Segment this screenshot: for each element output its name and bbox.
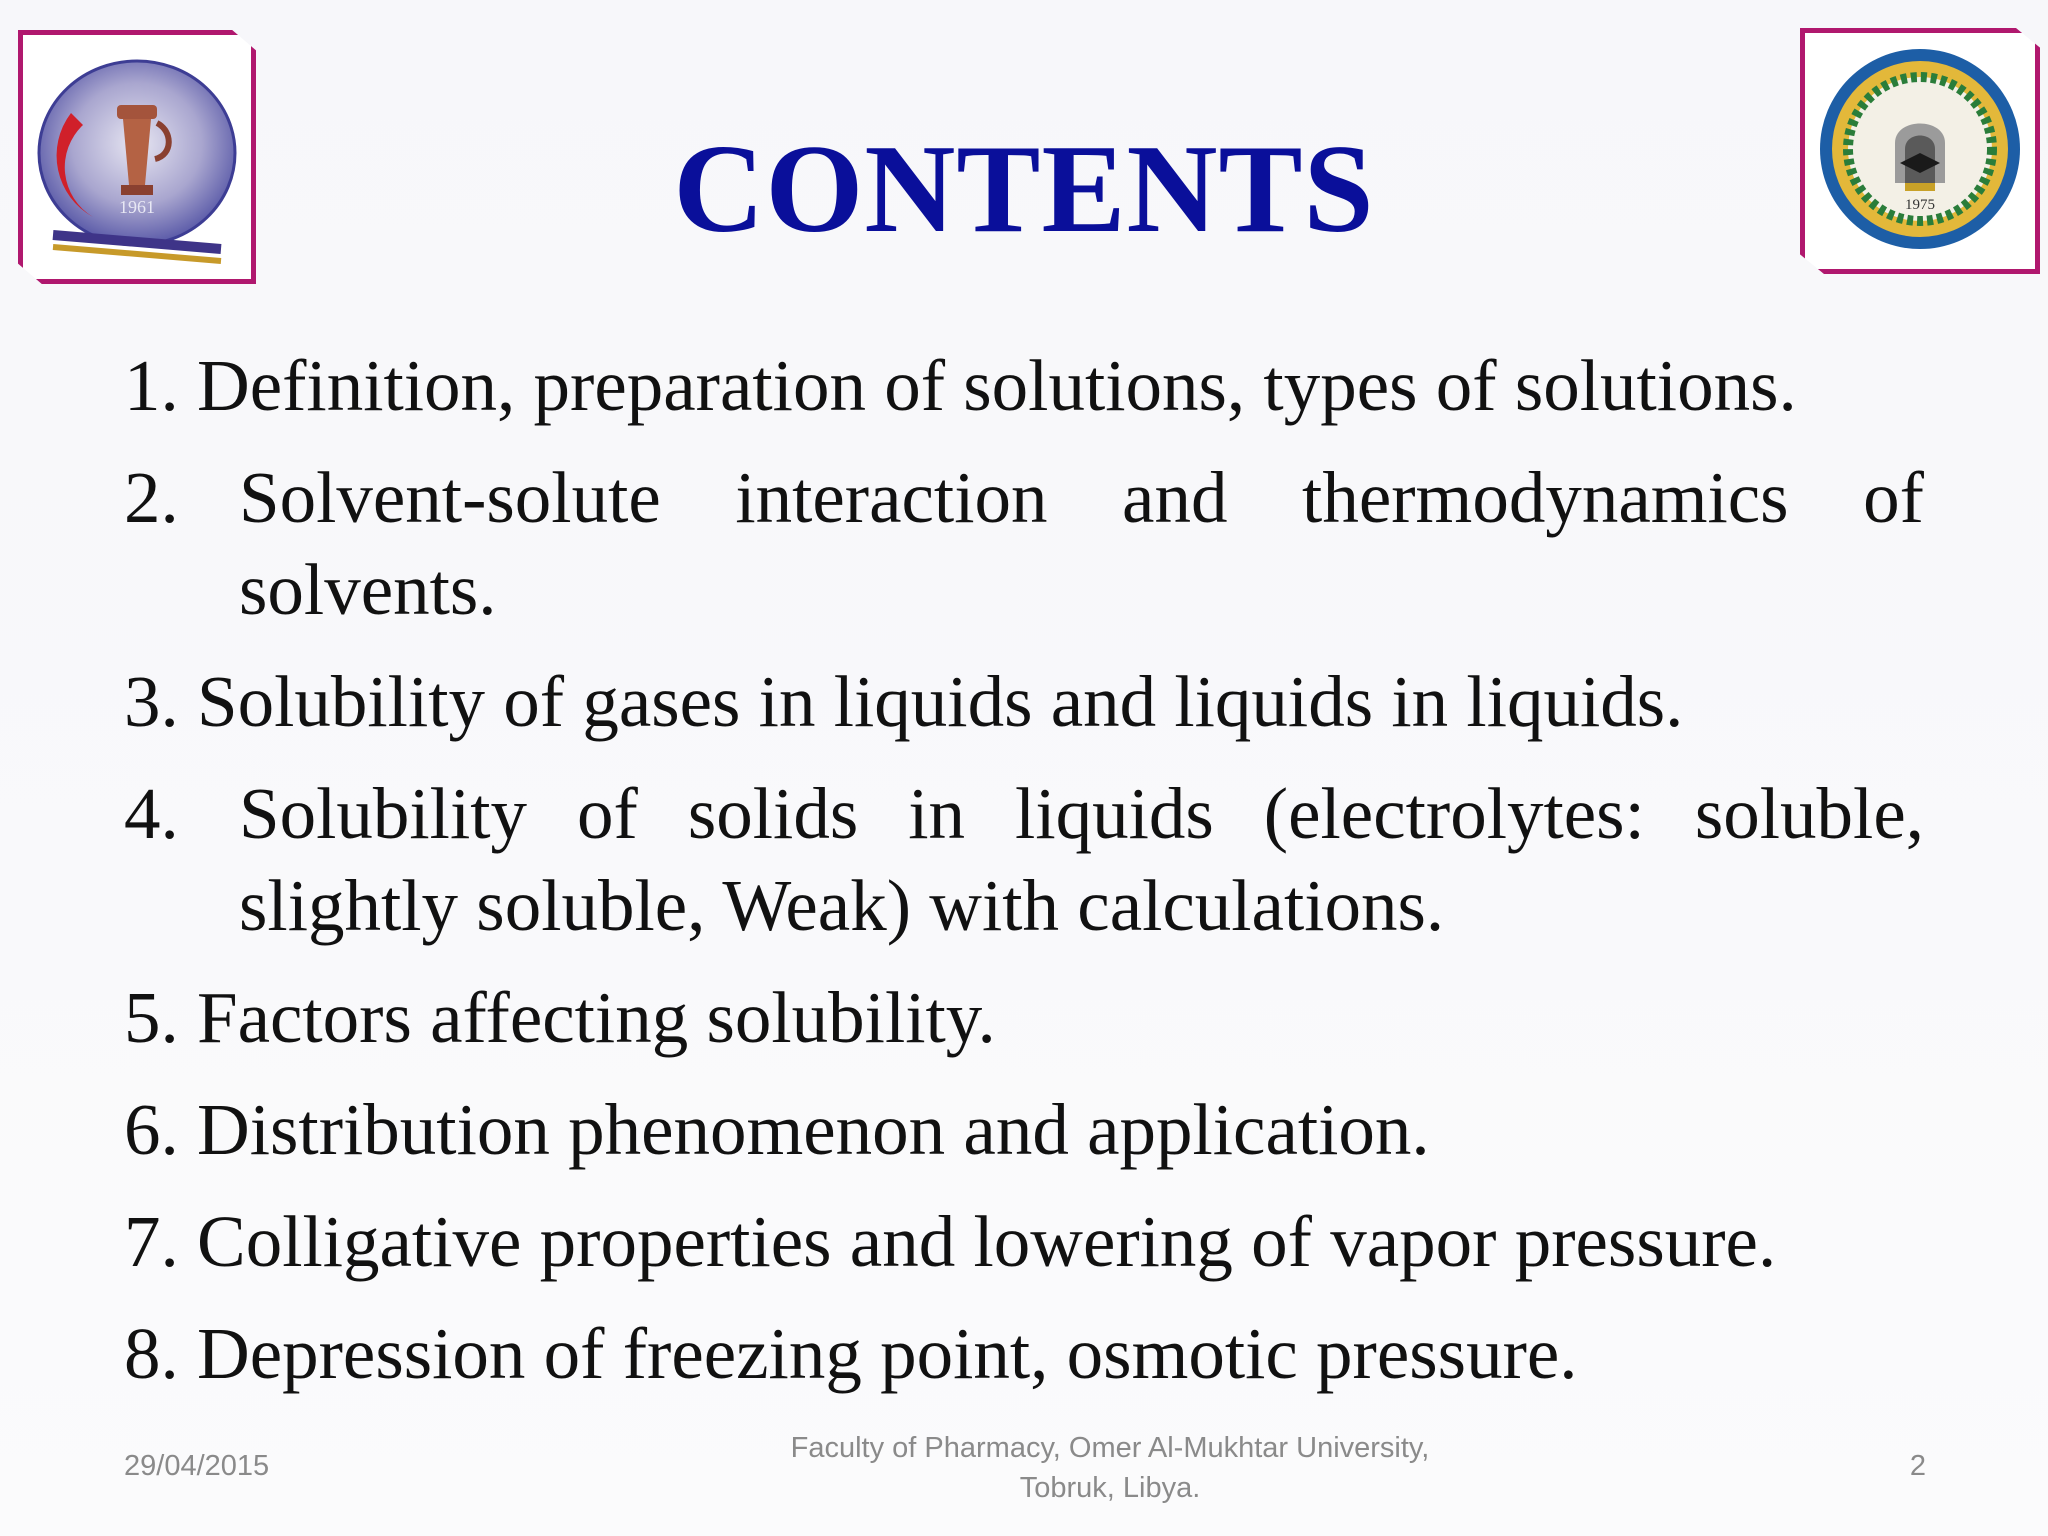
page-number: 2 bbox=[1909, 1450, 1926, 1482]
university-logo-year: 1975 bbox=[1905, 197, 1935, 213]
list-item-number: 1. bbox=[124, 345, 197, 426]
list-item bbox=[124, 768, 1924, 952]
list-item-number: 5. bbox=[124, 977, 197, 1058]
list-item bbox=[124, 1308, 1924, 1400]
list-item-number: 2. bbox=[124, 457, 179, 538]
list-item bbox=[124, 1084, 1924, 1176]
list-item bbox=[124, 972, 1924, 1064]
list-item-text: Depression of freezing point, osmotic pressure. bbox=[197, 1313, 1578, 1394]
list-item-text: Definition, preparation of solutions, types of solutions. bbox=[197, 345, 1797, 426]
slide-title: CONTENTS bbox=[673, 120, 1375, 259]
list-item-number: 4. bbox=[124, 773, 179, 854]
faculty-logo-year: 1961 bbox=[119, 197, 155, 217]
list-item-text: Solubility of gases in liquids and liquids in liquids. bbox=[197, 661, 1684, 742]
list-item-text: Colligative properties and lowering of vapor pressure. bbox=[197, 1201, 1777, 1282]
footer-institution bbox=[700, 1428, 1520, 1508]
list-item-text: Distribution phenomenon and application. bbox=[197, 1089, 1430, 1170]
list-item-text: Solvent-solute interaction and thermodynamics of solvents. bbox=[239, 457, 1924, 630]
list-item-text: Factors affecting solubility. bbox=[197, 977, 996, 1058]
footer-date: 29/04/2015 bbox=[124, 1450, 270, 1482]
list-item bbox=[124, 1196, 1924, 1288]
contents-list bbox=[124, 340, 1924, 1400]
list-item-number: 3. bbox=[124, 661, 197, 742]
list-item bbox=[124, 656, 1924, 748]
footer-institution-line2: Tobruk, Libya. bbox=[1019, 1472, 1201, 1504]
list-item-number: 8. bbox=[124, 1313, 197, 1394]
list-item bbox=[124, 340, 1924, 432]
list-item bbox=[124, 452, 1924, 636]
list-item-text: Solubility of solids in liquids (electrolytes: soluble, slightly soluble, Weak) with calculations. bbox=[239, 773, 1924, 946]
list-item-number: 6. bbox=[124, 1089, 197, 1170]
list-item-number: 7. bbox=[124, 1201, 197, 1282]
footer-institution-line1: Faculty of Pharmacy, Omer Al-Mukhtar University, bbox=[790, 1432, 1430, 1464]
